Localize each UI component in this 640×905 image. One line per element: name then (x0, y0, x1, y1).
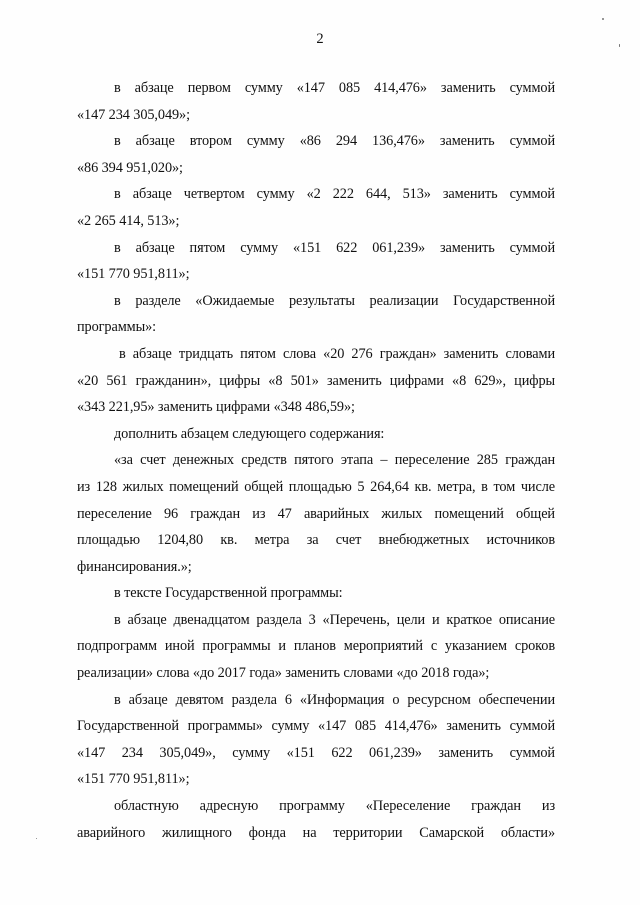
text-line: финансирования.»; (77, 558, 192, 575)
text-line: «151 770 951,811»; (77, 771, 190, 788)
scan-speck (619, 44, 620, 47)
page-number: 2 (316, 31, 324, 47)
text-line: в абзаце тридцать пятом слова «20 276 граждан» заменить словами (119, 345, 555, 362)
text-line: «2 265 414, 513»; (77, 212, 180, 229)
scan-speck (36, 838, 37, 839)
text-line: переселение 96 граждан из 47 аварийных жилых помещений общей (77, 505, 555, 522)
text-line: областную адресную программу «Переселение граждан из (114, 798, 555, 815)
text-line: в абзаце двенадцатом раздела 3 «Перечень, цели и краткое описание (114, 611, 555, 628)
text-line: реализации» слова «до 2017 года» заменить словами «до 2018 года»; (77, 665, 490, 682)
text-line: программы»: (77, 319, 157, 336)
text-line: дополнить абзацем следующего содержания: (114, 425, 385, 442)
text-line: Государственной программы» сумму «147 085 414,476» заменить суммой (77, 718, 555, 735)
text-line: в тексте Государственной программы: (114, 585, 343, 602)
document-body (77, 75, 555, 846)
text-line: «147 234 305,049»; (77, 106, 190, 123)
text-line: «147 234 305,049», сумму «151 622 061,239» заменить суммой (77, 744, 555, 761)
text-line: аварийного жилищного фонда на территории Самарской области» (77, 824, 555, 841)
scan-speck (602, 18, 604, 20)
text-line: «151 770 951,811»; (77, 266, 190, 283)
text-line: в разделе «Ожидаемые результаты реализации Государственной (114, 292, 555, 309)
text-line: в абзаце первом сумму «147 085 414,476» заменить суммой (114, 80, 555, 96)
text-line: в абзаце пятом сумму «151 622 061,239» заменить суммой (114, 239, 555, 256)
text-line: в абзаце втором сумму «86 294 136,476» заменить суммой (114, 133, 555, 150)
text-line: из 128 жилых помещений общей площадью 5 264,64 кв. метра, в том числе (77, 478, 555, 495)
text-line: «86 394 951,020»; (77, 159, 183, 176)
text-line: «за счет денежных средств пятого этапа – переселение 285 граждан (114, 452, 555, 469)
text-line: в абзаце девятом раздела 6 «Информация о ресурсном обеспечении (114, 691, 555, 708)
text-line: площадью 1204,80 кв. метра за счет внебюджетных источников (77, 532, 555, 549)
text-line: «20 561 гражданин», цифры «8 501» заменить цифрами «8 629», цифры (77, 372, 555, 389)
text-line: в абзаце четвертом сумму «2 222 644, 513» заменить суммой (114, 186, 555, 203)
text-line: «343 221,95» заменить цифрами «348 486,59»; (77, 399, 355, 416)
text-line: подпрограмм иной программы и планов мероприятий с указанием сроков (77, 638, 555, 655)
